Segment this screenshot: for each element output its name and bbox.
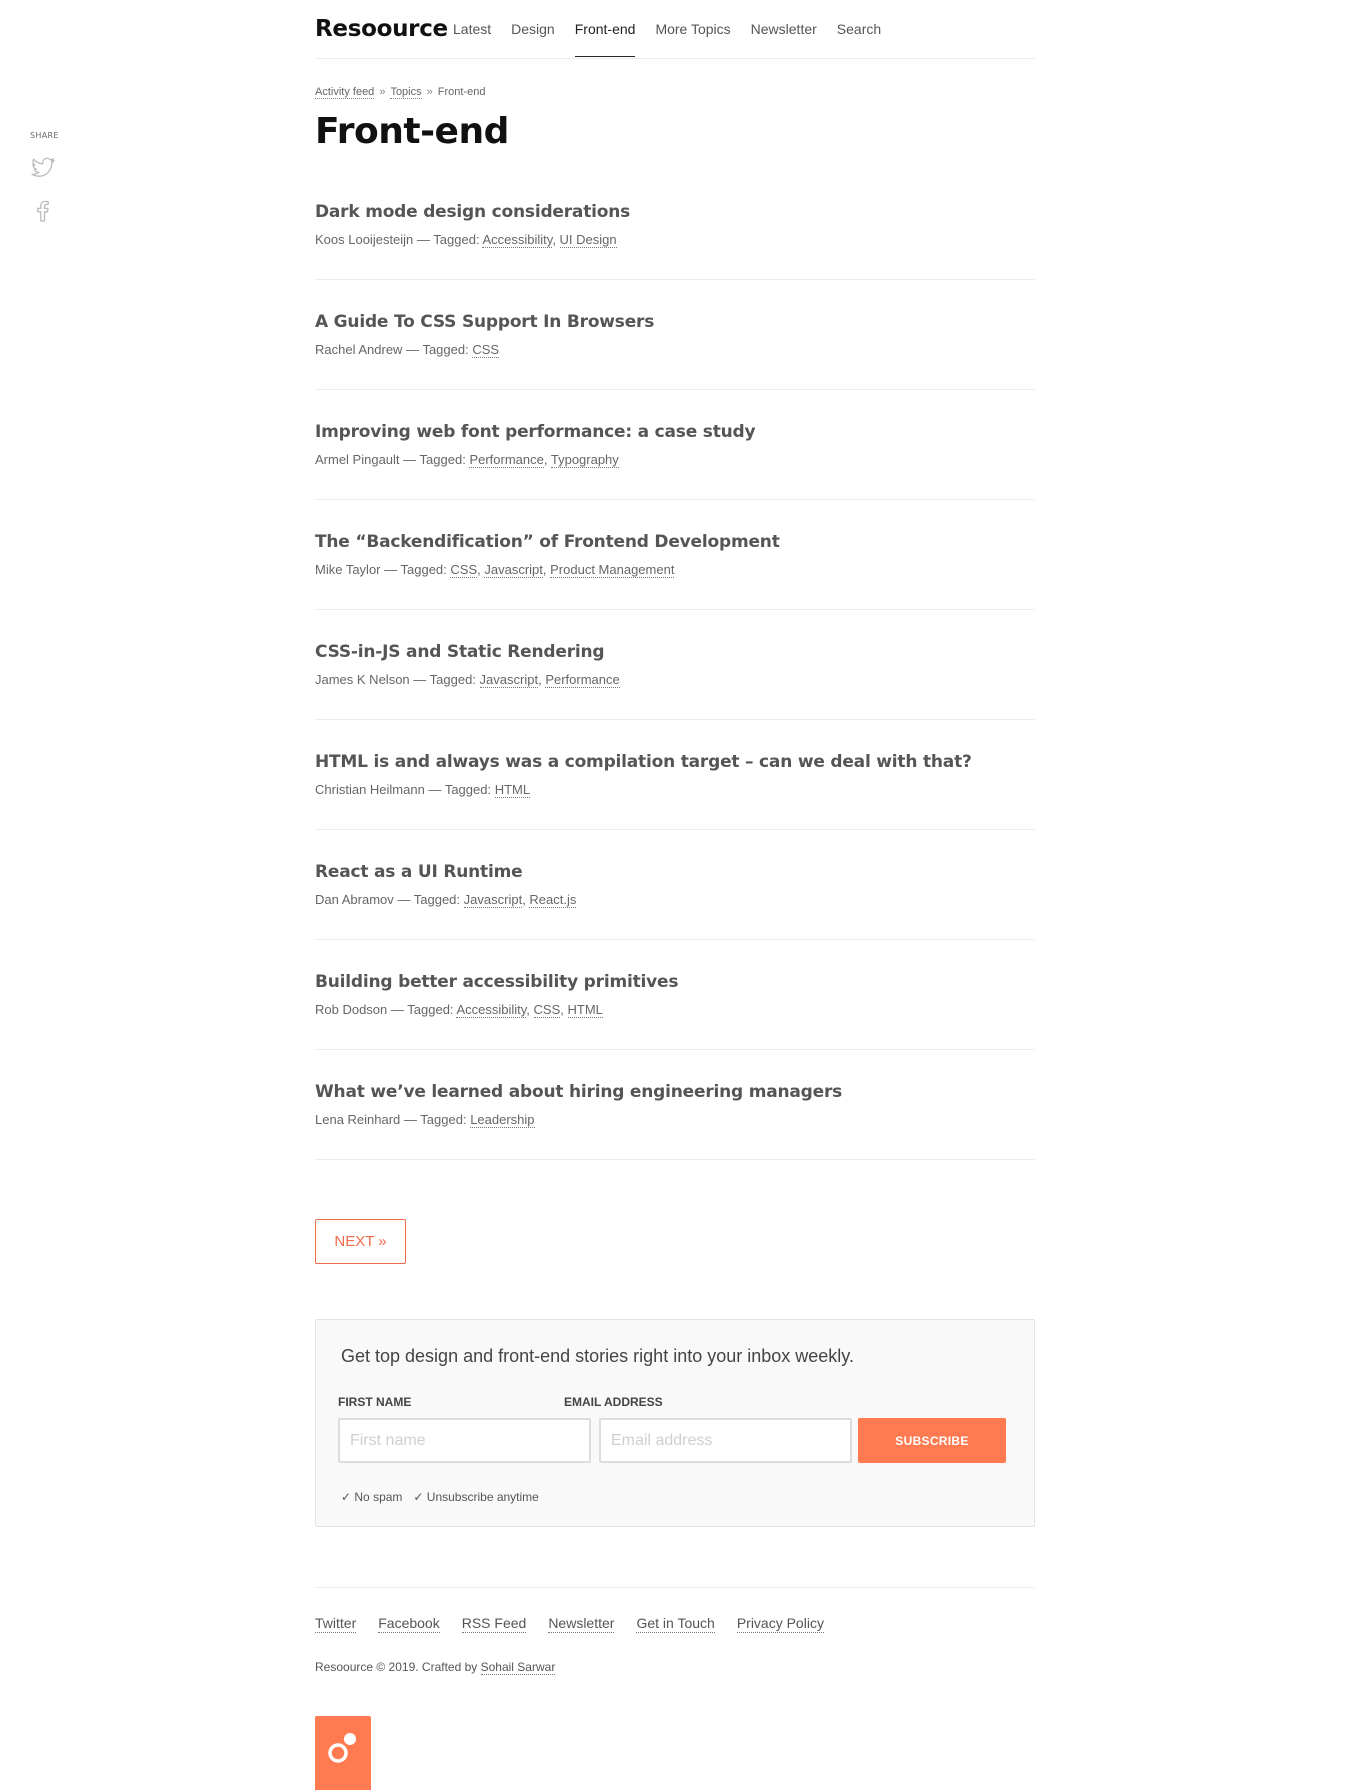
brand-mark-icon: [315, 1716, 371, 1790]
article-list: [315, 170, 1035, 1160]
breadcrumb-separator: »: [426, 86, 433, 98]
article-meta: Dan Abramov — Tagged: Javascript, React.js: [315, 892, 577, 907]
article-tag[interactable]: HTML: [567, 1002, 603, 1017]
article-meta: Armel Pingault — Tagged: Performance, Typography: [315, 452, 619, 467]
article-author: Mike Taylor: [315, 562, 381, 577]
article-meta: James K Nelson — Tagged: Javascript, Performance: [315, 672, 620, 687]
tagged-label: Tagged:: [400, 562, 447, 577]
article-item: [315, 390, 1035, 500]
breadcrumb-activity-feed[interactable]: Activity feed: [315, 86, 375, 98]
assurance-no-spam: ✓ No spam: [341, 1490, 403, 1504]
newsletter-heading: Get top design and front-end stories right into your inbox weekly.: [341, 1346, 854, 1366]
article-title[interactable]: Improving web font performance: a case study: [315, 422, 756, 442]
article-tag[interactable]: UI Design: [559, 232, 617, 247]
article-item: [315, 720, 1035, 830]
tagged-label: Tagged:: [420, 1112, 467, 1127]
breadcrumb-separator: »: [379, 86, 386, 98]
article-tag[interactable]: Performance: [545, 672, 620, 687]
subscribe-button[interactable]: SUBSCRIBE: [858, 1418, 1006, 1463]
article-meta: Koos Looijesteijn — Tagged: Accessibility, UI Design: [315, 232, 617, 247]
article-title[interactable]: The “Backendification” of Frontend Development: [315, 532, 780, 552]
copyright-text: Resoource © 2019. Crafted by: [315, 1660, 478, 1674]
footer-link-rss-feed[interactable]: RSS Feed: [461, 1615, 527, 1631]
article-tag[interactable]: Typography: [550, 452, 619, 467]
main-container: [315, 0, 1035, 1674]
share-rail: [30, 131, 59, 224]
article-title[interactable]: A Guide To CSS Support In Browsers: [315, 312, 655, 332]
article-author: Rob Dodson: [315, 1002, 388, 1017]
article-author: Dan Abramov: [315, 892, 394, 907]
article-meta: Rachel Andrew — Tagged: CSS: [315, 342, 500, 357]
first-name-input[interactable]: [338, 1418, 591, 1463]
article-tag[interactable]: Javascript: [463, 892, 523, 907]
article-author: Armel Pingault: [315, 452, 400, 467]
article-tag[interactable]: CSS: [533, 1002, 561, 1017]
tagged-label: Tagged:: [407, 1002, 454, 1017]
article-item: [315, 1050, 1035, 1160]
assurance-unsubscribe: ✓ Unsubscribe anytime: [413, 1490, 539, 1504]
article-meta: Mike Taylor — Tagged: CSS, Javascript, Product Management: [315, 562, 675, 577]
article-title[interactable]: CSS-in-JS and Static Rendering: [315, 642, 605, 662]
first-name-label: FIRST NAME: [338, 1395, 412, 1409]
article-title[interactable]: What we’ve learned about hiring engineering managers: [315, 1082, 843, 1102]
article-item: [315, 940, 1035, 1050]
tagged-label: Tagged:: [444, 782, 492, 797]
article-author: Lena Reinhard: [315, 1112, 401, 1127]
nav-item-design[interactable]: Design: [511, 21, 555, 37]
article-item: [315, 610, 1035, 720]
article-tag[interactable]: React.js: [529, 892, 577, 907]
nav-item-newsletter[interactable]: Newsletter: [750, 21, 817, 37]
article-tag[interactable]: Accessibility: [456, 1002, 527, 1017]
article-tag[interactable]: Accessibility: [482, 232, 553, 247]
footer-link-facebook[interactable]: Facebook: [378, 1615, 440, 1631]
breadcrumb-current: Front-end: [437, 86, 486, 98]
article-title[interactable]: Dark mode design considerations: [315, 202, 631, 222]
breadcrumb-topics[interactable]: Topics: [390, 86, 422, 98]
nav-item-front-end[interactable]: Front-end: [575, 0, 636, 57]
newsletter-assurances: [341, 1490, 550, 1504]
article-tag[interactable]: Leadership: [470, 1112, 535, 1127]
email-input[interactable]: [599, 1418, 852, 1463]
share-label: SHARE: [30, 131, 59, 140]
article-tag[interactable]: Javascript: [479, 672, 539, 687]
tagged-label: Tagged:: [413, 892, 461, 907]
article-author: Koos Looijesteijn: [315, 232, 414, 247]
article-author: Christian Heilmann: [315, 782, 425, 797]
twitter-icon[interactable]: [30, 156, 56, 182]
article-meta: Christian Heilmann — Tagged: HTML: [315, 782, 531, 797]
article-item: [315, 280, 1035, 390]
next-page-button[interactable]: NEXT »: [315, 1219, 406, 1264]
article-title[interactable]: Building better accessibility primitives: [315, 972, 679, 992]
footer-link-twitter[interactable]: Twitter: [315, 1615, 357, 1631]
article-meta: Rob Dodson — Tagged: Accessibility, CSS, HTML: [315, 1002, 603, 1017]
newsletter-signup: [315, 1319, 1035, 1527]
article-tag[interactable]: CSS: [472, 342, 500, 357]
article-author: Rachel Andrew: [315, 342, 403, 357]
article-title[interactable]: HTML is and always was a compilation target – can we deal with that?: [315, 752, 972, 772]
copyright: [315, 1660, 555, 1674]
site-logo[interactable]: Resoource: [315, 16, 448, 42]
nav-item-more-topics[interactable]: More Topics: [655, 21, 731, 37]
nav-item-latest[interactable]: Latest: [453, 21, 492, 37]
article-item: [315, 170, 1035, 280]
tagged-label: Tagged:: [422, 342, 469, 357]
credit-link[interactable]: Sohail Sarwar: [480, 1660, 556, 1674]
facebook-icon[interactable]: [30, 198, 56, 224]
article-item: [315, 500, 1035, 610]
nav-item-search[interactable]: Search: [836, 21, 882, 37]
article-tag[interactable]: Javascript: [484, 562, 543, 577]
site-header: [315, 0, 1035, 59]
footer-link-privacy-policy[interactable]: Privacy Policy: [736, 1615, 824, 1631]
breadcrumb: [315, 86, 485, 98]
article-tag[interactable]: Performance: [469, 452, 544, 467]
footer-links: [315, 1614, 846, 1633]
article-tag[interactable]: CSS: [450, 562, 478, 577]
tagged-label: Tagged:: [419, 452, 466, 467]
tagged-label: Tagged:: [433, 232, 480, 247]
article-item: [315, 830, 1035, 940]
footer-divider: [315, 1587, 1035, 1588]
main-nav: [453, 0, 901, 58]
email-label: EMAIL ADDRESS: [564, 1395, 663, 1409]
article-tag[interactable]: HTML: [494, 782, 531, 797]
article-author: James K Nelson: [315, 672, 410, 687]
article-tag[interactable]: Product Management: [550, 562, 675, 577]
article-title[interactable]: React as a UI Runtime: [315, 862, 523, 882]
page-title: Front-end: [315, 111, 509, 152]
footer-link-newsletter[interactable]: Newsletter: [548, 1615, 615, 1631]
footer-link-get-in-touch[interactable]: Get in Touch: [636, 1615, 715, 1631]
tagged-label: Tagged:: [429, 672, 476, 687]
article-meta: Lena Reinhard — Tagged: Leadership: [315, 1112, 535, 1127]
